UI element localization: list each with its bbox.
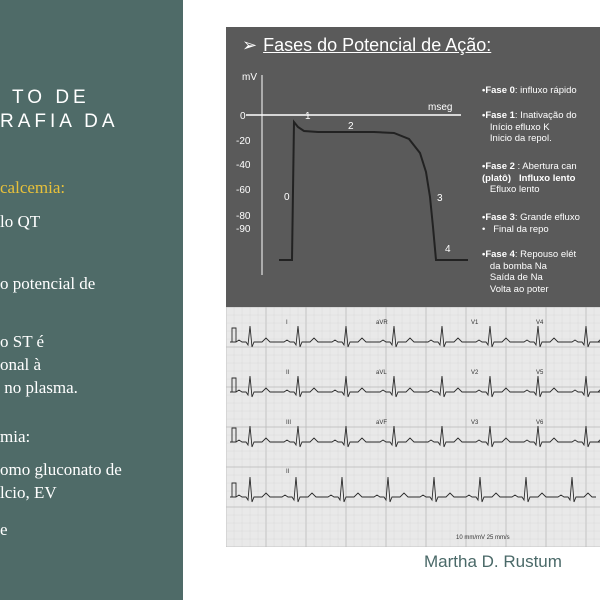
phase-2-line-3: Efluxo lento <box>482 184 540 195</box>
phase-2-line-2: (platô) Influxo lento <box>482 172 576 184</box>
graph-unit-label: mV <box>242 72 257 83</box>
phase-number-2: 2 <box>348 121 354 132</box>
ecg-lead-label-v6: V6 <box>536 420 544 426</box>
body-line-gluconate: omo gluconato de <box>0 460 122 479</box>
ecg-lead-label-ii: II <box>286 370 290 376</box>
phase-3-line-2: • Final da repo <box>482 223 549 235</box>
slide-title-line-2: RAFIA DA <box>0 111 119 132</box>
phase-number-1: 1 <box>305 111 311 122</box>
phase-1-label: •Fase 1 <box>482 110 515 121</box>
y-tick-20: -20 <box>236 136 251 147</box>
phase-4-label: •Fase 4 <box>482 249 515 260</box>
phase-4-line-3: Saída de Na <box>482 272 543 283</box>
y-tick-60: -60 <box>236 185 251 196</box>
phase-4-line-1: : Repouso elét <box>514 249 577 260</box>
body-line-potential: o potencial de <box>0 274 96 293</box>
phase-number-4: 4 <box>445 244 451 255</box>
ecg-lead-label-avl: aVL <box>376 370 387 376</box>
phase-3-line-1: : Grande efluxo <box>514 212 580 223</box>
body-line-plasma: no plasma. <box>0 378 78 397</box>
body-line-proportional: onal à <box>0 355 42 374</box>
ecg-lead-label-i: I <box>286 320 288 326</box>
phase-1-line-3: Inicio da repol. <box>482 133 552 144</box>
phase-number-0: 0 <box>284 192 290 203</box>
hypercalcemia-heading: calcemia: <box>0 178 66 197</box>
phase-4-line-2: da bomba Na <box>482 260 547 272</box>
y-tick-0: 0 <box>240 111 246 122</box>
y-tick-90: -90 <box>236 224 251 235</box>
action-potential-figure <box>226 27 600 547</box>
body-line-qt: lo QT <box>0 212 41 231</box>
phase-2-line-1: : Abertura can <box>514 161 577 172</box>
phase-1-line-2: Início efluxo K <box>482 121 550 133</box>
action-potential-graph <box>226 67 482 282</box>
action-potential-curve <box>279 122 468 260</box>
ecg-lead-label-v5: V5 <box>536 370 544 376</box>
ecg-tracing <box>226 307 600 547</box>
phase-4-line-4: Volta ao poter <box>482 283 549 295</box>
figure-title <box>242 35 491 56</box>
y-tick-40: -40 <box>236 160 251 171</box>
bullet-arrow-icon: ➢ <box>242 35 258 55</box>
ecg-trace-row-3 <box>230 426 600 447</box>
slide-title-line-1: TO DE <box>12 87 90 108</box>
ecg-footer-text: 10 mm/mV 25 mm/s <box>456 535 510 541</box>
left-panel <box>0 0 183 600</box>
y-tick-80: -80 <box>236 211 251 222</box>
graph-time-label: mseg <box>428 102 453 113</box>
ecg-calibration-pulse-4 <box>230 483 236 497</box>
phase-0-text <box>482 85 577 97</box>
ecg-trace-row-4 <box>230 477 596 502</box>
ecg-lead-label-v3: V3 <box>471 420 479 426</box>
phase-0-line-1: : influxo rápido <box>514 85 577 96</box>
phase-3-text <box>482 212 580 235</box>
ecg-calibration-pulse-1 <box>230 328 236 342</box>
phase-1-line-1: : Inativação do <box>514 110 577 121</box>
phase-number-3: 3 <box>437 193 443 204</box>
phase-0-label: •Fase 0 <box>482 85 515 96</box>
ecg-lead-label-avf: aVF <box>376 420 388 426</box>
ecg-lead-label-iii: III <box>286 420 292 426</box>
ecg-lead-label-v2: V2 <box>471 370 479 376</box>
body-line-st: o ST é <box>0 332 45 351</box>
ecg-lead-label-v4: V4 <box>536 320 544 326</box>
author-caption: Martha D. Rustum <box>424 552 562 571</box>
ecg-lead-label-v1: V1 <box>471 320 479 326</box>
phase-3-label: •Fase 3 <box>482 212 515 223</box>
phase-1-text <box>482 110 577 145</box>
figure-title-text: Fases do Potencial de Ação: <box>263 35 492 55</box>
phase-2-text <box>482 161 577 196</box>
ecg-trace-row-1 <box>230 326 600 347</box>
phase-2-label: •Fase 2 <box>482 161 515 172</box>
phase-4-text <box>482 249 576 295</box>
body-line-ev: lcio, EV <box>0 483 57 502</box>
ecg-strip <box>226 307 600 547</box>
ecg-calibration-pulse-2 <box>230 378 236 392</box>
ecg-lead-label-rhythm: II <box>286 469 290 475</box>
treatment-heading: mia: <box>0 427 31 446</box>
body-line-e: e <box>0 520 8 539</box>
ecg-lead-label-avr: aVR <box>376 320 388 326</box>
